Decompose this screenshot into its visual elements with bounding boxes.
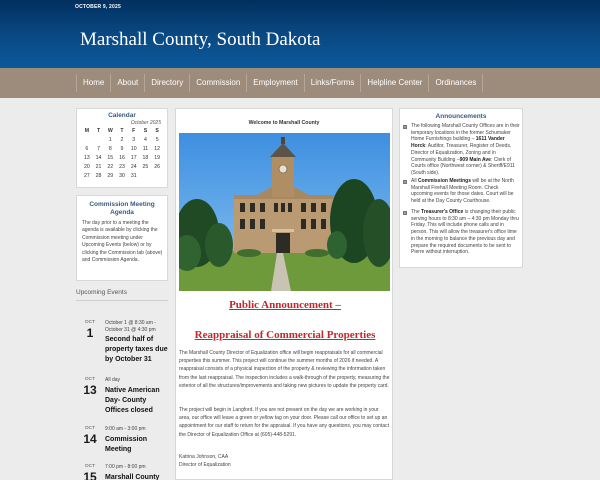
- calendar-day[interactable]: 15: [107, 155, 114, 161]
- announcement-text: All: [411, 178, 418, 184]
- announcements-title: Announcements: [435, 113, 487, 120]
- calendar-day[interactable]: 7: [97, 146, 100, 152]
- nav-item-ordinances[interactable]: Ordinances: [429, 74, 483, 92]
- calendar-day[interactable]: 10: [130, 146, 137, 152]
- calendar-day[interactable]: 19: [154, 155, 161, 161]
- event-time: October 1 @ 8:30 am - October 31 @ 4:30 pm: [105, 320, 156, 333]
- event-day: 1: [86, 326, 94, 340]
- calendar-day: [93, 136, 105, 145]
- calendar-day[interactable]: 22: [107, 164, 114, 170]
- event-title-link[interactable]: Marshall County: [105, 474, 160, 480]
- calendar-day[interactable]: 17: [130, 155, 137, 161]
- calendar-day[interactable]: 3: [132, 137, 136, 143]
- announcement-emphasis: Commission Meetings: [417, 178, 472, 184]
- calendar-day: [151, 172, 163, 181]
- event-time: All day: [105, 377, 121, 383]
- event-month: OCT: [84, 426, 96, 431]
- announcement-text: : Auditor, Treasurer, Register of Deeds, Director of Equalization, Zoning and in Community Building –: [411, 143, 512, 163]
- event-day: 13: [83, 383, 97, 397]
- calendar-day[interactable]: 21: [95, 164, 102, 170]
- announcements-widget: [399, 108, 523, 268]
- site-title[interactable]: Marshall County, South Dakota: [80, 29, 321, 50]
- announcement-item: [403, 209, 521, 256]
- nav-item-about[interactable]: About: [111, 74, 145, 92]
- calendar-day[interactable]: 5: [155, 137, 159, 143]
- calendar-day[interactable]: 16: [119, 155, 125, 161]
- reappraisal-heading: Reappraisal of Commercial Properties: [194, 329, 376, 341]
- event-month: OCT: [84, 464, 96, 469]
- event-title-link[interactable]: Second half of property taxes due by October 31: [105, 336, 168, 363]
- event-time: 9:00 am - 3:00 pm: [105, 426, 146, 432]
- calendar-day[interactable]: 31: [130, 173, 137, 179]
- reappraisal-paragraph-1: The Marshall County Director of Equalization office will begin reappraisals for all commercial properties this summer. This project will continue the summer months of 2026 if needed. A reappraisal consists of a physical inspection of the property & reviewing the information taken from the last reappraisal. The inspection includes a walk-through of the property, measuring the exterior of all the structures/improvements and taking new pictures to update the property card.: [179, 350, 390, 389]
- event-day: 14: [83, 432, 97, 446]
- reappraisal-paragraph-2: The project will begin in Langford. If you are not present on the day we are working in your area, our office will leave a green or yellow tag on your door. Please call our office to set up an appointment for our staff to return for the appraisal. If you have any questions, you may contact the Director of Equalization Office at (605)-448-5291.: [179, 407, 390, 438]
- agenda-title: Commission Meeting Agenda: [89, 201, 155, 216]
- calendar-day[interactable]: 4: [143, 137, 147, 143]
- nav-item-directory[interactable]: Directory: [145, 74, 190, 92]
- public-announcement-heading: Public Announcement –: [229, 299, 341, 311]
- calendar-day[interactable]: 2: [120, 137, 124, 143]
- bullet-icon: [403, 211, 407, 215]
- calendar-day-of-week: T: [96, 128, 101, 134]
- announcement-text: : Clerk of Courts office (Northwest corner) & Sheriff/E911 (South side).: [411, 156, 515, 176]
- calendar-day[interactable]: 9: [120, 146, 124, 152]
- current-date: OCTOBER 9, 2025: [75, 4, 121, 10]
- calendar-day-of-week: F: [132, 128, 136, 134]
- courthouse-illustration: [179, 133, 390, 291]
- announcement-text: The: [411, 209, 422, 215]
- event-time: 7:00 pm - 8:00 pm: [105, 464, 146, 470]
- event-month: OCT: [84, 320, 96, 325]
- announcement-emphasis: 909 Main Ave: [459, 156, 491, 163]
- calendar-day-of-week: M: [84, 128, 90, 134]
- calendar-day[interactable]: 6: [85, 146, 89, 152]
- announcement-item: [403, 123, 521, 177]
- calendar-day[interactable]: 23: [119, 164, 125, 170]
- commission-agenda-widget: [76, 195, 168, 281]
- calendar-day-of-week: T: [120, 128, 124, 134]
- main-navigation: [0, 68, 600, 98]
- divider: [76, 300, 168, 301]
- welcome-heading: Welcome to Marshall County: [248, 120, 320, 126]
- calendar-title: Calendar: [108, 112, 136, 119]
- signature-name: Katrina Johnson, CAA: [179, 454, 229, 460]
- announcement-text: The following Marshall County Offices are in their temporary locations in the former Schumaker Home Furnishings building –: [411, 123, 520, 143]
- calendar-grid: [77, 126, 167, 181]
- event-title-link[interactable]: Commission Meeting: [105, 436, 148, 453]
- calendar-day[interactable]: 12: [154, 146, 161, 152]
- main-content: [175, 108, 393, 480]
- calendar-day-of-week: S: [143, 128, 148, 134]
- calendar-day[interactable]: 26: [154, 164, 161, 170]
- calendar-day[interactable]: 1: [108, 137, 112, 143]
- calendar-month: October 2025: [130, 120, 161, 126]
- calendar-day[interactable]: 30: [119, 173, 125, 179]
- announcement-item: [403, 178, 521, 205]
- courthouse-photo: [179, 133, 390, 291]
- nav-item-links-forms[interactable]: Links/Forms: [305, 74, 362, 92]
- agenda-text: The day prior to a meeting the agenda is available by clicking the Commission meeting under Upcoming Events (below) or by clicking the Commission tab (above) and Commission Agenda.: [82, 220, 163, 264]
- announcement-emphasis: 1611 Vander Horck: [411, 136, 505, 150]
- event-title-link[interactable]: Native American Day- County Offices closed: [105, 387, 160, 414]
- site-header: [0, 0, 600, 68]
- calendar-day[interactable]: 25: [142, 164, 149, 170]
- event-month: OCT: [84, 377, 96, 382]
- signature-title: Director of Equalization: [179, 462, 231, 468]
- calendar-day[interactable]: 20: [83, 164, 90, 170]
- event-day: 15: [83, 470, 97, 480]
- nav-item-employment[interactable]: Employment: [247, 74, 304, 92]
- calendar-day[interactable]: 11: [142, 146, 149, 152]
- calendar-widget: [76, 108, 168, 188]
- announcement-text: is changing their public serving hours to 8:30 am – 4:30 pm Monday thru Friday. This will include phone calls and in person. This will allow the treasurer's office time in the morning to balance the previous day and prepare the required documents to be sent to Pierre without interruption.: [411, 209, 519, 256]
- announcement-text: will be at the North Marshall Firehall Meeting Room. Check upcoming events for those dates. Court will be held at the Day County Courthouse.: [411, 178, 514, 205]
- calendar-day: [140, 172, 152, 181]
- announcement-emphasis: Treasurer's Office: [421, 209, 464, 215]
- bullet-icon: [403, 125, 407, 129]
- calendar-day[interactable]: 29: [107, 173, 114, 179]
- calendar-day: [81, 136, 93, 145]
- calendar-day[interactable]: 13: [83, 155, 90, 161]
- bullet-icon: [403, 180, 407, 184]
- calendar-day[interactable]: 27: [83, 173, 90, 179]
- calendar-day[interactable]: 18: [142, 155, 149, 161]
- nav-item-commission[interactable]: Commission: [190, 74, 247, 92]
- calendar-day-of-week: W: [107, 128, 113, 134]
- calendar-day[interactable]: 24: [130, 164, 137, 170]
- calendar-day[interactable]: 8: [108, 146, 112, 152]
- nav-item-helpline-center[interactable]: Helpline Center: [361, 74, 429, 92]
- nav-item-home[interactable]: Home: [76, 74, 111, 92]
- calendar-day[interactable]: 14: [95, 155, 102, 161]
- calendar-day-of-week: S: [155, 128, 159, 134]
- calendar-day[interactable]: 28: [95, 173, 102, 179]
- upcoming-events-title: Upcoming Events: [76, 289, 127, 296]
